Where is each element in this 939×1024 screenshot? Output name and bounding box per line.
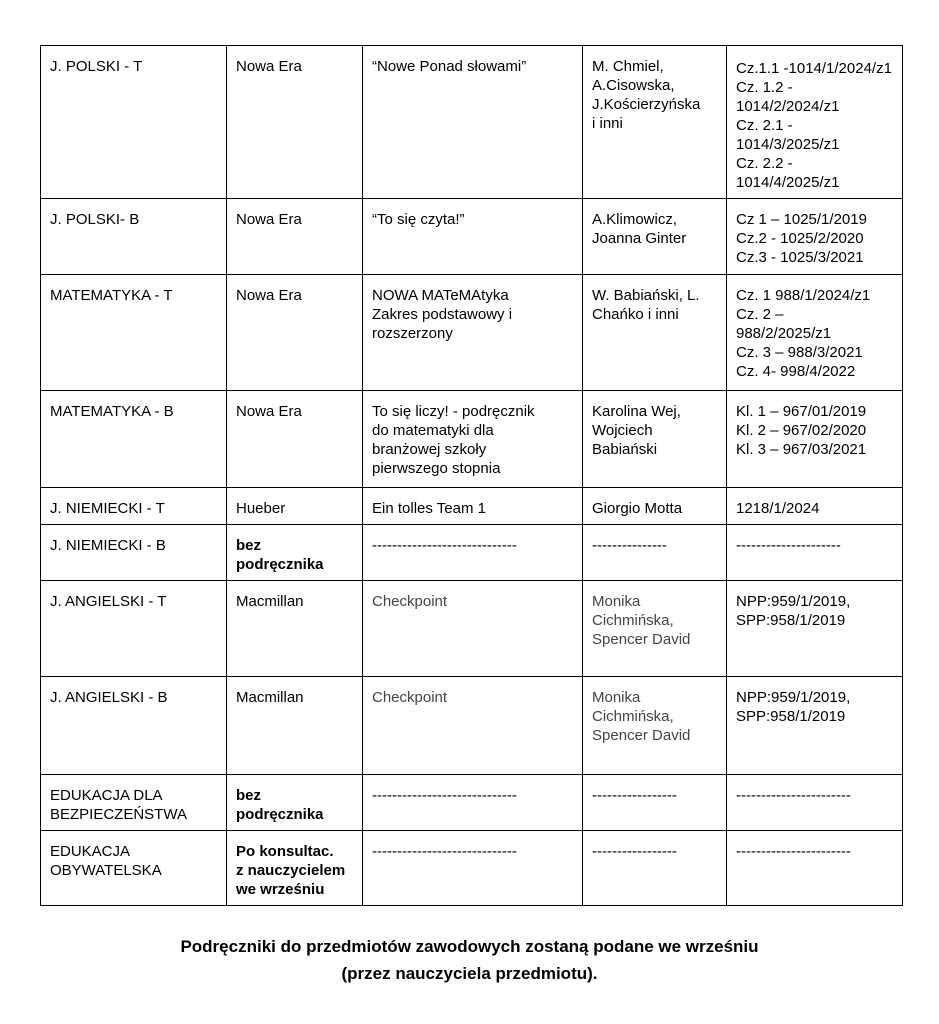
subject-text: J. ANGIELSKI - B — [50, 689, 168, 706]
textbook-table — [40, 45, 903, 906]
title-text: Checkpoint — [372, 689, 448, 706]
authors-cell — [583, 525, 727, 581]
title-text: “Nowe Ponad słowami” — [372, 58, 527, 75]
subject-cell — [41, 581, 227, 677]
author-line: Spencer David — [592, 727, 691, 744]
subject-cell — [41, 199, 227, 275]
number-line: SPP:958/1/2019 — [736, 708, 846, 725]
publisher-cell — [227, 525, 363, 581]
title-line: Zakres podstawowy i — [372, 306, 513, 323]
number-line: Cz.1.1 -1014/1/2024/z1 — [736, 60, 892, 77]
publisher-text: Hueber — [236, 500, 286, 517]
author-line: Cichmińska, — [592, 708, 674, 725]
authors-cell — [583, 677, 727, 775]
title-cell — [363, 391, 583, 488]
subject-text: J. POLSKI- B — [50, 211, 140, 228]
publisher-cell — [227, 275, 363, 391]
table-row — [41, 831, 903, 906]
subject-text: J. ANGIELSKI - T — [50, 593, 167, 610]
table-row — [41, 581, 903, 677]
authors-cell — [583, 275, 727, 391]
number-line: Cz. 1.2 - — [736, 79, 793, 96]
table-row — [41, 275, 903, 391]
table-row — [41, 46, 903, 199]
publisher-cell — [227, 46, 363, 199]
approval-number-cell — [727, 199, 903, 275]
publisher-line: we wrześniu — [236, 881, 325, 898]
title-cell — [363, 199, 583, 275]
vocational-textbooks-note — [0, 933, 939, 987]
author-line: Cichmińska, — [592, 612, 674, 629]
authors-cell — [583, 199, 727, 275]
number-line: 1014/3/2025/z1 — [736, 136, 840, 153]
publisher-text: Macmillan — [236, 593, 304, 610]
approval-number-cell — [727, 581, 903, 677]
number-line: Cz.3 - 1025/3/2021 — [736, 249, 864, 266]
title-line: do matematyki dla — [372, 422, 494, 439]
approval-number-cell — [727, 275, 903, 391]
author-line: Monika — [592, 689, 641, 706]
approval-number-cell — [727, 525, 903, 581]
publisher-text: Nowa Era — [236, 403, 302, 420]
table-row — [41, 199, 903, 275]
table-row — [41, 391, 903, 488]
publisher-cell — [227, 775, 363, 831]
title-cell — [363, 525, 583, 581]
title-cell — [363, 581, 583, 677]
subject-line: BEZPIECZEŃSTWA — [50, 806, 187, 823]
authors-cell — [583, 488, 727, 525]
number-line: Cz. 3 – 988/3/2021 — [736, 344, 863, 361]
author-line: Monika — [592, 593, 641, 610]
authors-cell — [583, 831, 727, 906]
publisher-cell — [227, 488, 363, 525]
publisher-cell — [227, 677, 363, 775]
number-line: Cz. 2 – — [736, 306, 784, 323]
subject-line: EDUKACJA — [50, 843, 131, 860]
author-line: Joanna Ginter — [592, 230, 687, 247]
author-line: Chańko i inni — [592, 306, 679, 323]
authors-cell — [583, 775, 727, 831]
authors-cell — [583, 46, 727, 199]
approval-number-cell — [727, 391, 903, 488]
number-line: Cz. 2.1 - — [736, 117, 793, 134]
title-line: NOWA MATeMAtyka — [372, 287, 509, 304]
subject-cell — [41, 391, 227, 488]
title-text: Ein tolles Team 1 — [372, 500, 486, 517]
approval-number-cell — [727, 775, 903, 831]
number-line: SPP:958/1/2019 — [736, 612, 846, 629]
author-line: W. Babiański, L. — [592, 287, 700, 304]
publisher-cell — [227, 391, 363, 488]
author-line: Giorgio Motta — [592, 500, 683, 517]
number-line: 1014/2/2024/z1 — [736, 98, 840, 115]
title-cell — [363, 275, 583, 391]
author-line: A.Cisowska, — [592, 77, 675, 94]
author-line: Karolina Wej, — [592, 403, 681, 420]
note-line: Podręczniki do przedmiotów zawodowych zostaną podane we wrześniu — [180, 937, 759, 956]
subject-cell — [41, 275, 227, 391]
number-line: Kl. 2 – 967/02/2020 — [736, 422, 867, 439]
title-line: pierwszego stopnia — [372, 460, 501, 477]
table-row — [41, 677, 903, 775]
approval-number-cell — [727, 677, 903, 775]
number-line: 988/2/2025/z1 — [736, 325, 832, 342]
publisher-text: Nowa Era — [236, 211, 302, 228]
author-line: M. Chmiel, — [592, 58, 664, 75]
subject-line: OBYWATELSKA — [50, 862, 162, 879]
number-line: 1014/4/2025/z1 — [736, 174, 840, 191]
title-cell — [363, 775, 583, 831]
author-line: Spencer David — [592, 631, 691, 648]
subject-text: MATEMATYKA - B — [50, 403, 174, 420]
number-line: NPP:959/1/2019, — [736, 689, 851, 706]
author-line: i inni — [592, 115, 623, 132]
publisher-line: bez — [236, 537, 262, 554]
subject-cell — [41, 831, 227, 906]
approval-number-cell — [727, 46, 903, 199]
title-cell — [363, 831, 583, 906]
subject-line: EDUKACJA DLA — [50, 787, 163, 804]
number-line: Cz. 2.2 - — [736, 155, 793, 172]
publisher-text: Nowa Era — [236, 287, 302, 304]
note-line: (przez nauczyciela przedmiotu). — [341, 964, 598, 983]
number-line: Kl. 1 – 967/01/2019 — [736, 403, 867, 420]
number-line: Cz. 4- 998/4/2022 — [736, 363, 856, 380]
table-row — [41, 525, 903, 581]
number-line: Cz. 1 988/1/2024/z1 — [736, 287, 871, 304]
title-cell — [363, 488, 583, 525]
publisher-cell — [227, 831, 363, 906]
dash-placeholder: ----------------------------- — [372, 787, 517, 804]
author-line: J.Kościerzyńska — [592, 96, 701, 113]
authors-cell — [583, 581, 727, 677]
author-line: Babiański — [592, 441, 658, 458]
subject-cell — [41, 677, 227, 775]
title-line: To się liczy! - podręcznik — [372, 403, 535, 420]
dash-placeholder: ----------------- — [592, 787, 677, 804]
title-text: Checkpoint — [372, 593, 448, 610]
publisher-line: z nauczycielem — [236, 862, 346, 879]
subject-cell — [41, 488, 227, 525]
number-line: Cz 1 – 1025/1/2019 — [736, 211, 867, 228]
subject-text: MATEMATYKA - T — [50, 287, 173, 304]
subject-cell — [41, 525, 227, 581]
dash-placeholder: ----------------- — [592, 843, 677, 860]
table-row — [41, 488, 903, 525]
number-line: Kl. 3 – 967/03/2021 — [736, 441, 867, 458]
publisher-text: Nowa Era — [236, 58, 302, 75]
authors-cell — [583, 391, 727, 488]
publisher-line: podręcznika — [236, 556, 324, 573]
publisher-line: podręcznika — [236, 806, 324, 823]
dash-placeholder: ----------------------------- — [372, 537, 517, 554]
author-line: A.Klimowicz, — [592, 211, 678, 228]
dash-placeholder: --------------- — [592, 537, 667, 554]
number-line: NPP:959/1/2019, — [736, 593, 851, 610]
publisher-cell — [227, 199, 363, 275]
title-line: branżowej szkoły — [372, 441, 487, 458]
publisher-cell — [227, 581, 363, 677]
title-cell — [363, 46, 583, 199]
subject-text: J. NIEMIECKI - B — [50, 537, 166, 554]
title-text: “To się czyta!” — [372, 211, 465, 228]
dash-placeholder: --------------------- — [736, 537, 841, 554]
subject-text: J. NIEMIECKI - T — [50, 500, 165, 517]
title-line: rozszerzony — [372, 325, 453, 342]
subject-cell — [41, 46, 227, 199]
approval-number-cell — [727, 831, 903, 906]
approval-number-cell — [727, 488, 903, 525]
dash-placeholder: ----------------------------- — [372, 843, 517, 860]
publisher-line: Po konsultac. — [236, 843, 334, 860]
table-row — [41, 775, 903, 831]
author-line: Wojciech — [592, 422, 653, 439]
title-cell — [363, 677, 583, 775]
publisher-line: bez — [236, 787, 262, 804]
dash-placeholder: ----------------------- — [736, 843, 851, 860]
number-line: 1218/1/2024 — [736, 500, 820, 517]
publisher-text: Macmillan — [236, 689, 304, 706]
number-line: Cz.2 - 1025/2/2020 — [736, 230, 864, 247]
dash-placeholder: ----------------------- — [736, 787, 851, 804]
subject-text: J. POLSKI - T — [50, 58, 143, 75]
subject-cell — [41, 775, 227, 831]
